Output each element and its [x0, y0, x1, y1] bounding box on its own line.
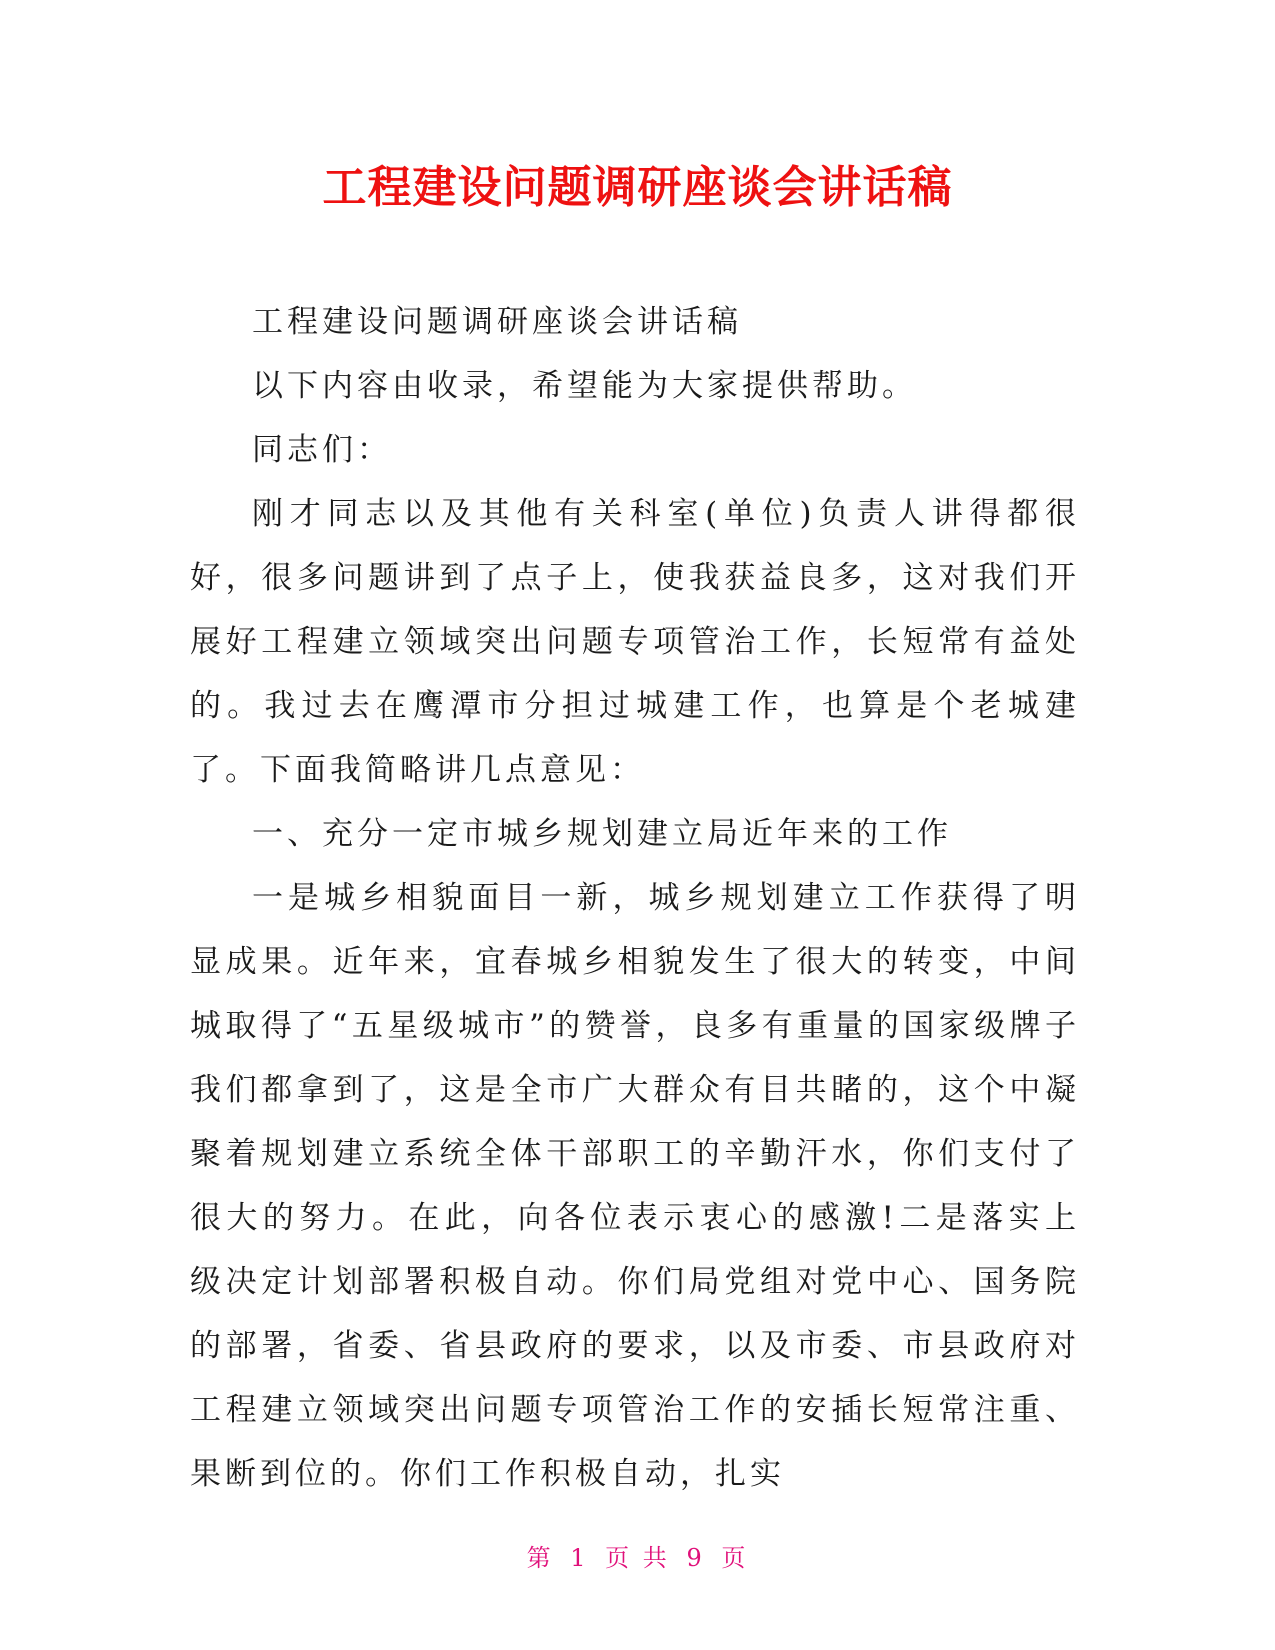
page-footer [0, 1538, 1275, 1573]
paragraph-subtitle: 工程建设问题调研座谈会讲话稿 [252, 304, 742, 340]
footer-suffix: 页 [721, 1544, 749, 1572]
paragraph-section-heading: 一、充分一定市城乡规划建立局近年来的工作 [252, 816, 952, 852]
paragraph-achievements: 一是城乡相貌面目一新，城乡规划建立工作获得了明显成果。近年来，宜春城乡相貌发生了很大的转变，中间城取得了“五星级城市”的赞誉，良多有重量的国家级牌子我们都拿到了，这是全市广大群众有目共睹的，这个中凝聚着规划建立系统全体干部职工的辛勤汗水，你们支付了很大的努力。在此，向各位表示衷心的感激!二是落实上级决定计划部署积极自动。你们局党组对党中心、国务院的部署，省委、省县政府的要求，以及市委、市县政府对工程建立领域突出问题专项管治工作的安插长短常注重、果断到位的。你们工作积极自动，扎实 [190, 880, 1080, 1492]
document-body [190, 290, 1080, 1506]
paragraph-salutation: 同志们： [252, 432, 392, 468]
footer-prefix: 第 [526, 1544, 554, 1572]
paragraph-opening: 刚才同志以及其他有关科室(单位)负责人讲得都很好，很多问题讲到了点子上，使我获益良多，这对我们开展好工程建立领域突出问题专项管治工作，长短常有益处的。我过去在鹰潭市分担过城建工作，也算是个老城建了。下面我简略讲几点意见： [190, 496, 1080, 788]
footer-total-pages: 9 [686, 1544, 705, 1572]
paragraph-intro: 以下内容由收录，希望能为大家提供帮助。 [252, 368, 917, 404]
document-title: 工程建设问题调研座谈会讲话稿 [322, 162, 953, 213]
footer-middle: 页 共 [605, 1544, 670, 1572]
footer-page-number: 1 [570, 1544, 589, 1572]
